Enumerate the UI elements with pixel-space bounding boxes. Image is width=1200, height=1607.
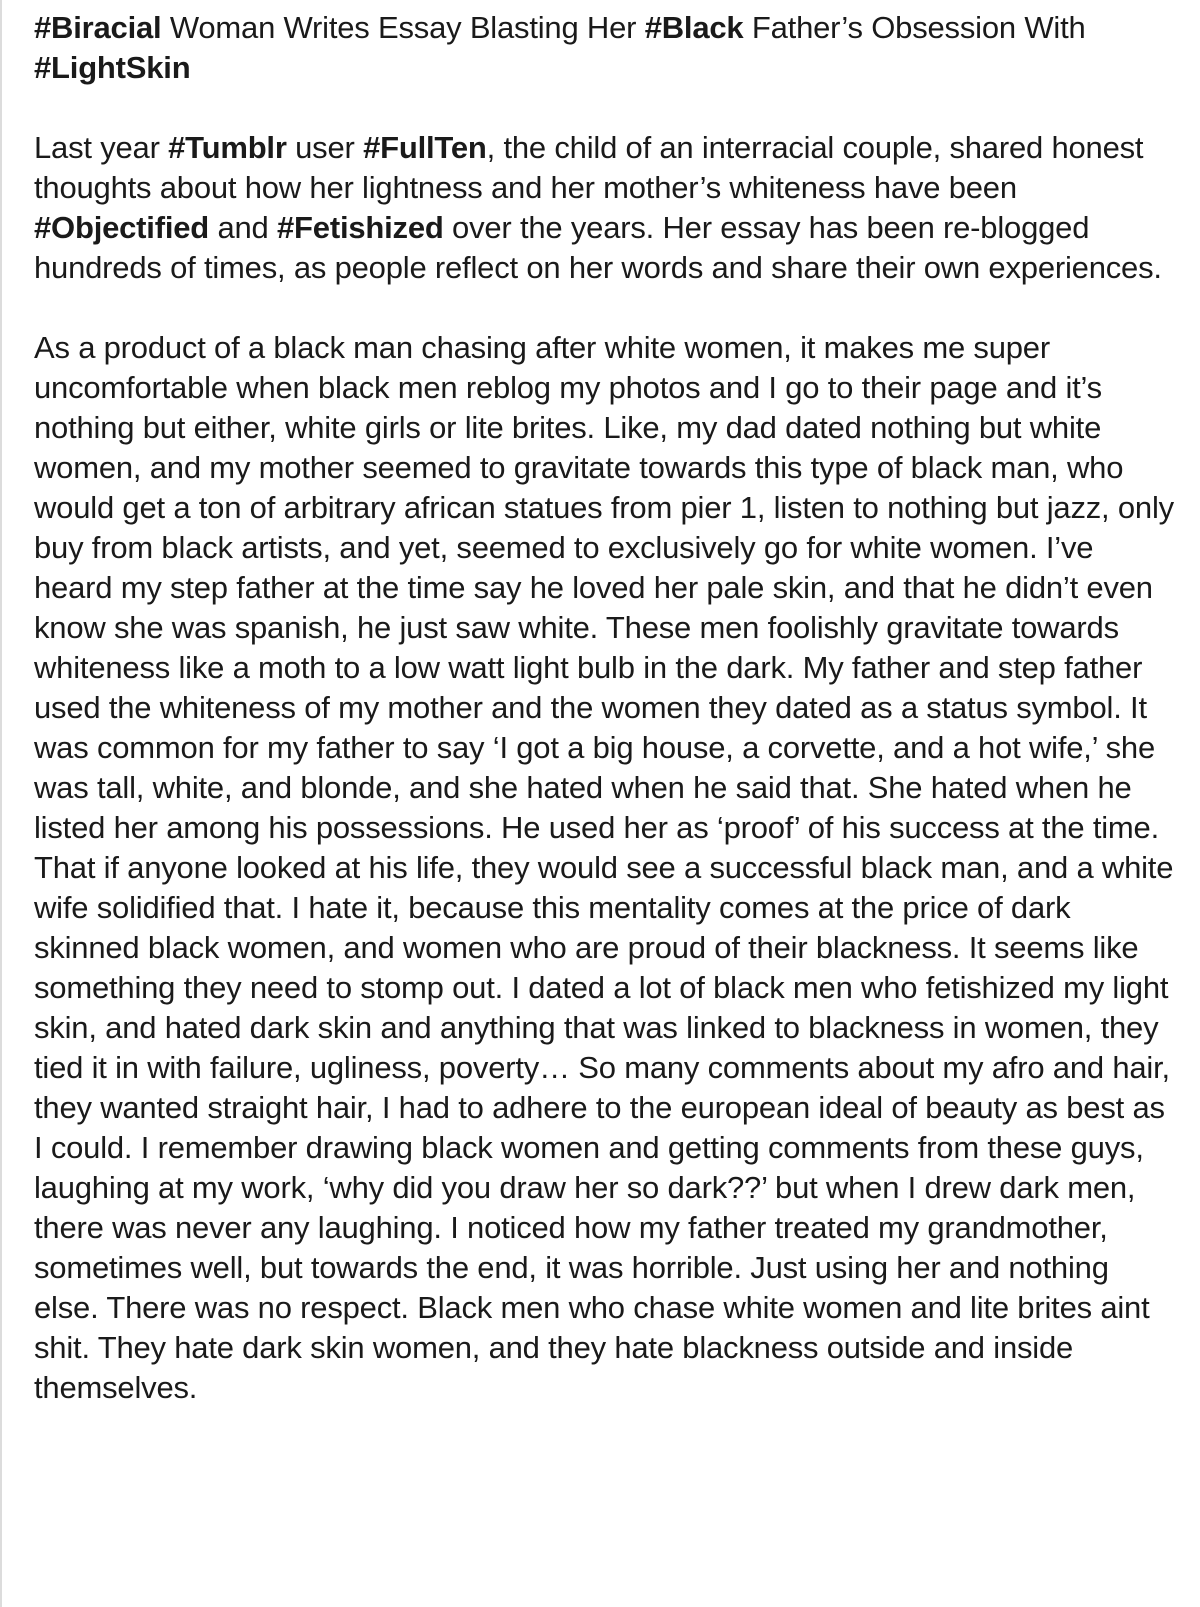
hashtag-tumblr[interactable]: #Tumblr	[168, 130, 287, 165]
intro-text-3: , the child of an interracial couple, shared honest thoughts about how her lightness and her mother’s whiteness have been	[34, 130, 1144, 205]
hashtag-lightskin[interactable]: #LightSkin	[34, 50, 191, 85]
hashtag-fetishized[interactable]: #Fetishized	[277, 210, 444, 245]
left-border	[0, 0, 2, 1607]
essay-quote: As a product of a black man chasing after white women, it makes me super uncomfortable when black men reblog my photos and I go to their page and it’s nothing but either, white girls or lite brites. Like, my dad dated nothing but white women, and my mother seemed to gravitate towards this type of black man, who would get a ton of arbitrary african statues from pier 1, listen to nothing but jazz, only buy from black artists, and yet, seemed to exclusively go for white women. I’ve heard my step father at the time say he loved her pale skin, and that he didn’t even know she was spanish, he just saw white. These men foolishly gravitate towards whiteness like a moth to a low watt light bulb in the dark. My father and step father used the whiteness of my mother and the women they dated as a status symbol. It was common for my father to say ‘I got a big house, a corvette, and a hot wife,’ she was tall, white, and blonde, and she hated when he said that. She hated when he listed her among his possessions. He used her as ‘proof’ of his success at the time. That if anyone looked at his life, they would see a successful black man, and a white wife solidified that. I hate it, because this mentality comes at the price of dark skinned black women, and women who are proud of their blackness. It seems like something they need to stomp out. I dated a lot of black men who fetishized my light skin, and hated dark skin and anything that was linked to blackness in women, they tied it in with failure, ugliness, poverty… So many comments about my afro and hair, they wanted straight hair, I had to adhere to the european ideal of beauty as best as I could. I remember drawing black women and getting comments from these guys, laughing at my work, ‘why did you draw her so dark??’ but when I drew dark men, there was never any laughing. I noticed how my father treated my grandmother, sometimes well, but towards the end, it was horrible. Just using her and nothing else. There was no respect. Black men who chase white women and lite brites aint shit. They hate dark skin women, and they hate blackness outside and inside themselves.	[34, 330, 1174, 1405]
post-body	[34, 8, 1174, 1408]
intro-text-4: and	[209, 210, 277, 245]
intro-text-1: Last year	[34, 130, 169, 165]
intro-paragraph	[34, 128, 1174, 288]
title-text-1: Woman Writes Essay Blasting Her	[161, 10, 645, 45]
intro-text-2: user	[286, 130, 364, 165]
intro-text-5: over the years. Her essay has been re-blogged hundreds of times, as people reflect on her words and share their own experiences.	[34, 210, 1162, 285]
hashtag-objectified[interactable]: #Objectified	[34, 210, 210, 245]
title-text-2: Father’s Obsession With	[743, 10, 1086, 45]
hashtag-fullten[interactable]: #FullTen	[363, 130, 487, 165]
post-title	[34, 8, 1174, 88]
hashtag-biracial[interactable]: #Biracial	[34, 10, 162, 45]
hashtag-black[interactable]: #Black	[644, 10, 744, 45]
